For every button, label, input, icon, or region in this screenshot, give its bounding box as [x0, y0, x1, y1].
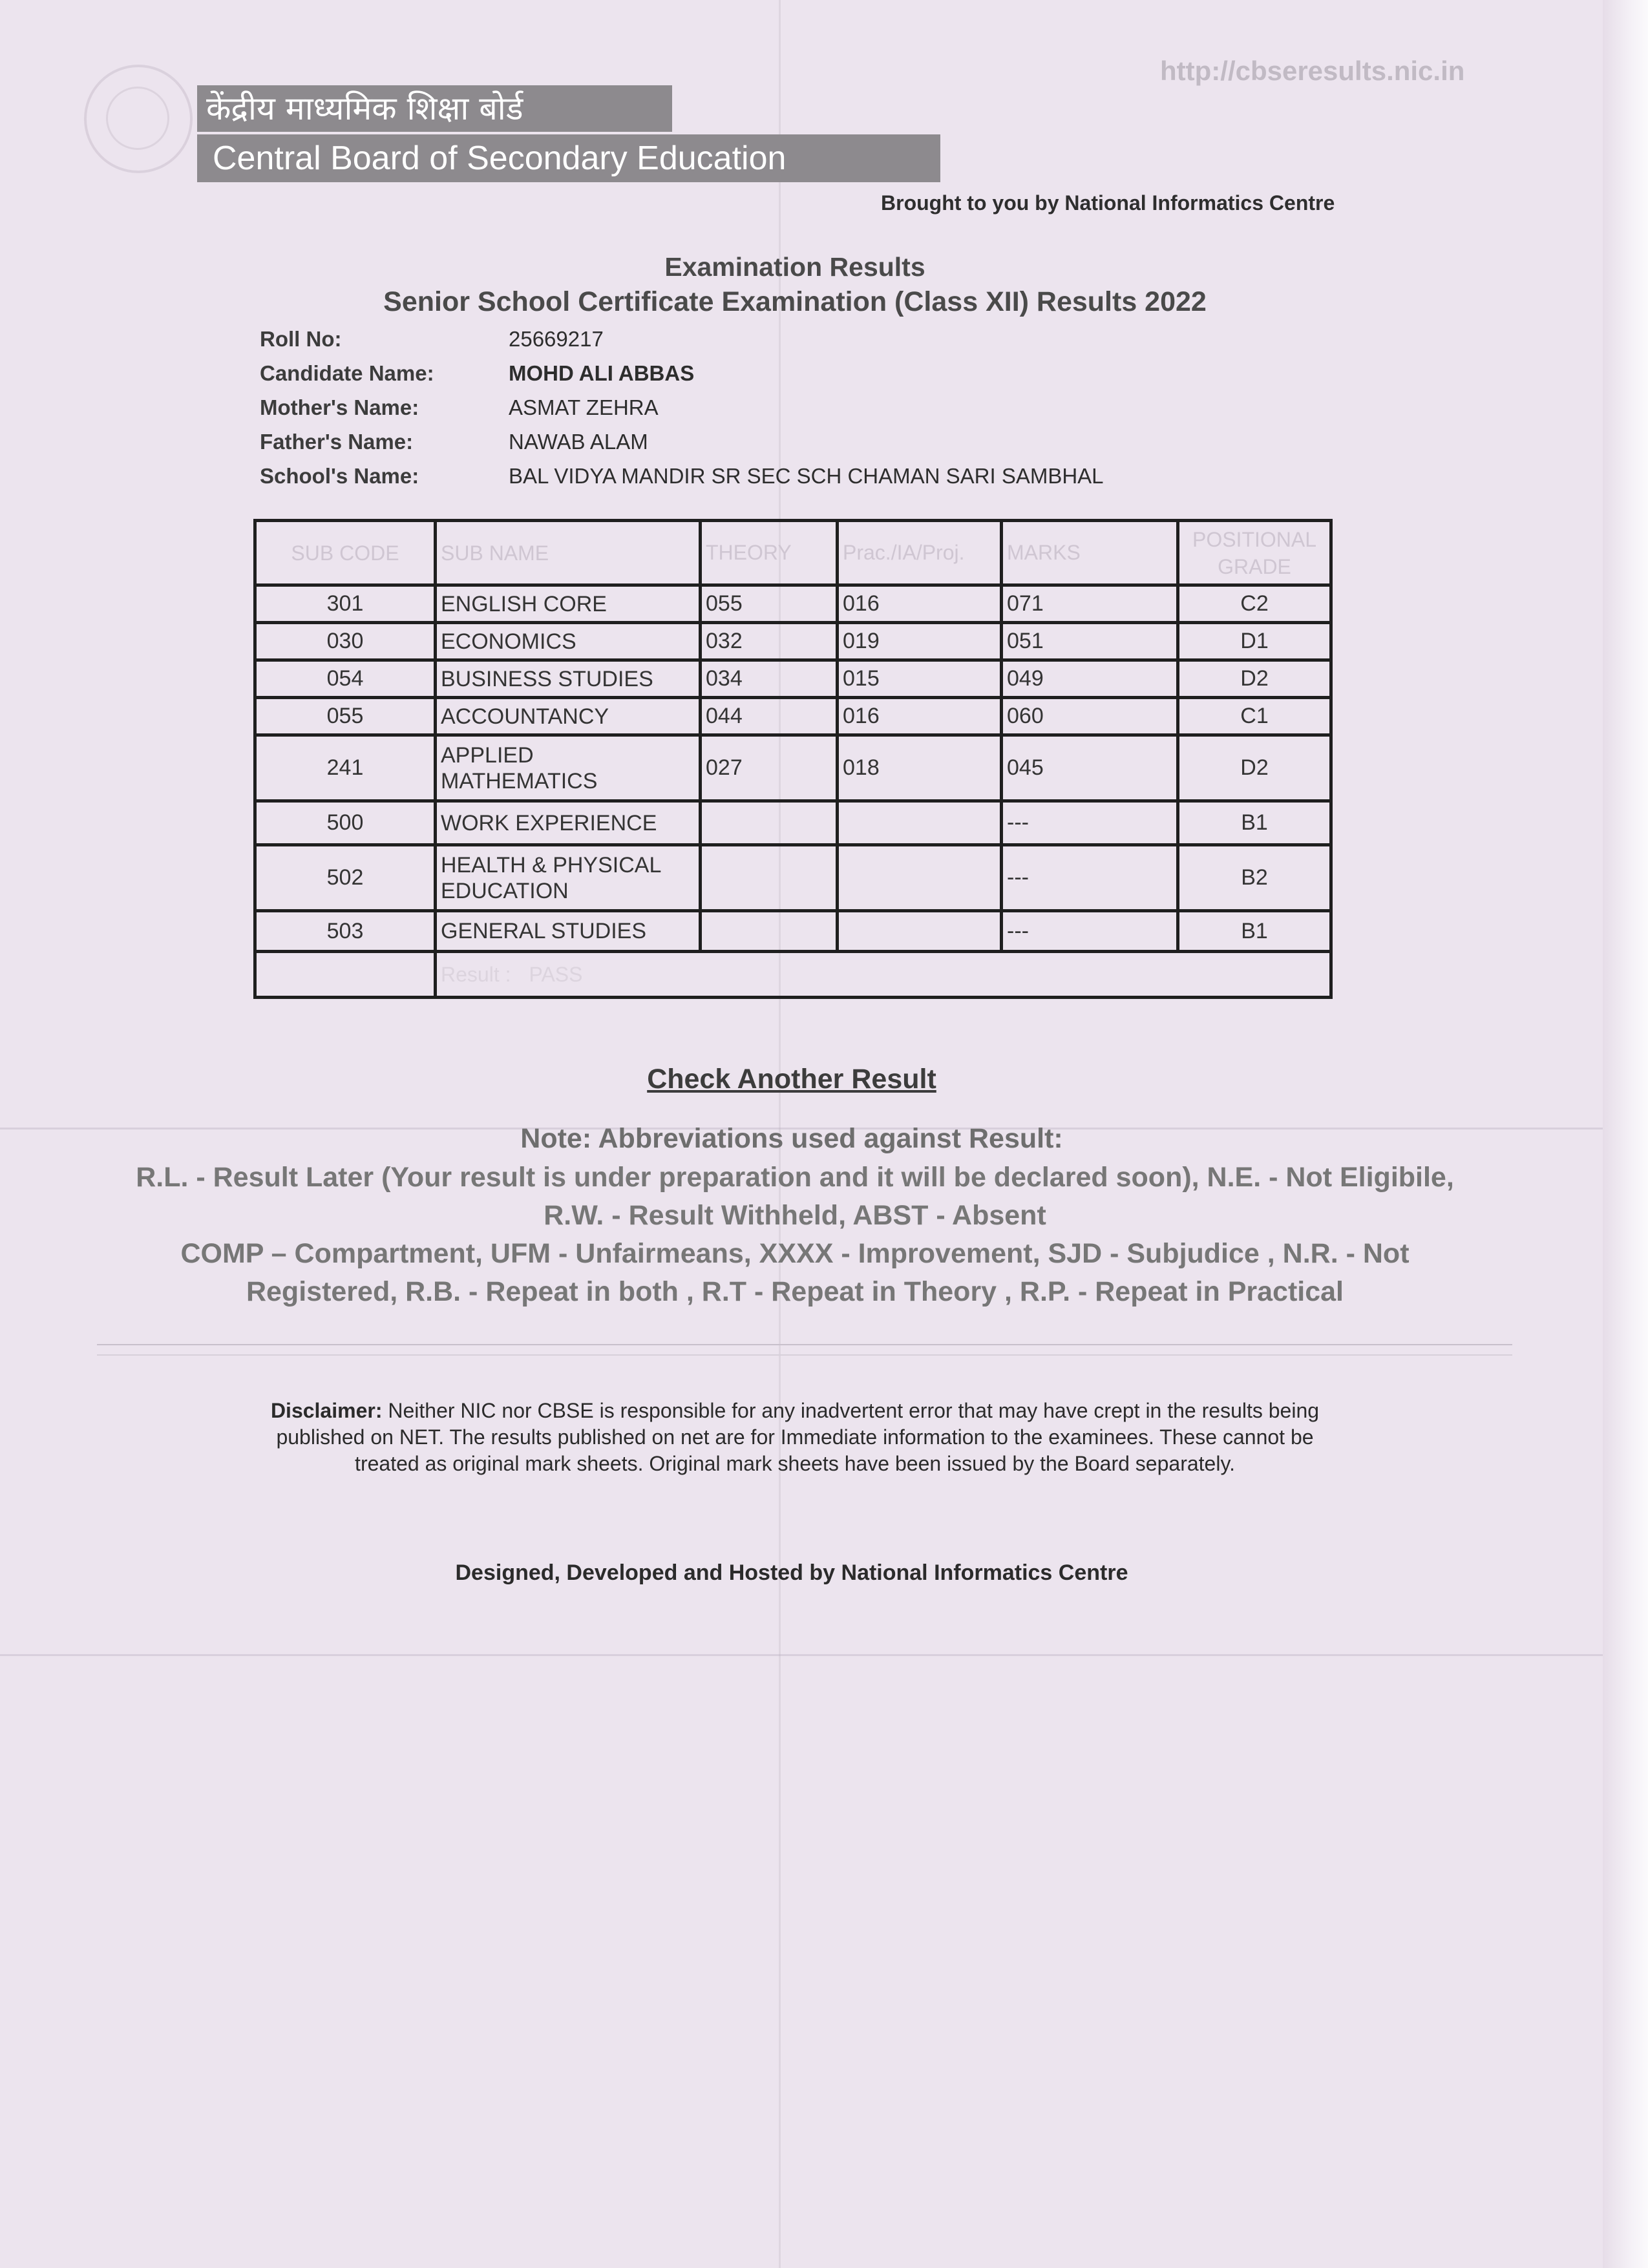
marks-cell: --- [1002, 911, 1178, 952]
theory-cell [701, 801, 838, 845]
note-line: Registered, R.B. - Repeat in both , R.T - Repeat in Theory , R.P. - Repeat in Practical [246, 1276, 1344, 1307]
theory-cell [701, 911, 838, 952]
table-header-row [255, 521, 1331, 585]
mother-name-label: Mother's Name: [260, 395, 419, 419]
sub-code-cell: 301 [255, 585, 436, 623]
result-label: Result : [441, 962, 511, 986]
designed-by-text: Designed, Developed and Hosted by National Informatics Centre [455, 1560, 1128, 1585]
table-row [255, 698, 1331, 735]
marks-cell: --- [1002, 845, 1178, 911]
site-url[interactable]: http://cbseresults.nic.in [1160, 56, 1465, 86]
disclaimer-label: Disclaimer: [270, 1399, 383, 1422]
header-sub-code: SUB CODE [255, 521, 436, 585]
sub-code-cell: 055 [255, 698, 436, 735]
note-body [84, 1159, 1506, 1311]
practical-cell [838, 911, 1002, 952]
result-value: PASS [529, 962, 583, 986]
sub-code-cell: 503 [255, 911, 436, 952]
marks-cell: 045 [1002, 735, 1178, 801]
roll-number-label: Roll No: [260, 327, 342, 351]
note-line: R.W. - Result Withheld, ABST - Absent [544, 1200, 1046, 1231]
grade-cell: B1 [1178, 911, 1331, 952]
practical-cell: 019 [838, 623, 1002, 660]
divider [97, 1354, 1512, 1356]
grade-cell: D2 [1178, 735, 1331, 801]
grade-cell: D1 [1178, 623, 1331, 660]
candidate-name-label: Candidate Name: [260, 361, 434, 385]
cbse-seal-icon [84, 65, 193, 173]
sub-name-cell: ENGLISH CORE [436, 585, 701, 623]
marks-cell: 060 [1002, 698, 1178, 735]
theory-cell: 027 [701, 735, 838, 801]
table-row [255, 623, 1331, 660]
sub-code-cell: 500 [255, 801, 436, 845]
table-row [255, 660, 1331, 698]
brought-by-text: Brought to you by National Informatics Centre [881, 191, 1335, 215]
theory-cell: 044 [701, 698, 838, 735]
school-name-label: School's Name: [260, 464, 419, 488]
marks-table [253, 519, 1333, 999]
table-row [255, 911, 1331, 952]
sub-name-cell: ECONOMICS [436, 623, 701, 660]
note-title: Note: Abbreviations used against Result: [520, 1123, 1063, 1154]
roll-number-value: 25669217 [509, 327, 604, 351]
theory-cell: 055 [701, 585, 838, 623]
check-another-result-link[interactable]: Check Another Result [647, 1064, 936, 1095]
divider [97, 1344, 1512, 1345]
practical-cell: 016 [838, 585, 1002, 623]
sub-name-cell: BUSINESS STUDIES [436, 660, 701, 698]
theory-cell: 032 [701, 623, 838, 660]
sub-code-cell: 502 [255, 845, 436, 911]
note-line: R.L. - Result Later (Your result is under preparation and it will be declared soon), N.E. - Not Eligibile, [136, 1162, 1454, 1193]
practical-cell [838, 801, 1002, 845]
father-name-value: NAWAB ALAM [509, 430, 648, 454]
result-cell [436, 952, 1331, 998]
paper-edge [1603, 0, 1648, 2268]
marks-cell: 071 [1002, 585, 1178, 623]
grade-cell: D2 [1178, 660, 1331, 698]
marks-cell: --- [1002, 801, 1178, 845]
practical-cell: 015 [838, 660, 1002, 698]
sub-name-cell: HEALTH & PHYSICAL EDUCATION [436, 845, 701, 911]
result-empty-cell [255, 952, 436, 998]
sub-name-cell: GENERAL STUDIES [436, 911, 701, 952]
sub-name-cell: ACCOUNTANCY [436, 698, 701, 735]
header-grade-line1: POSITIONAL [1192, 527, 1317, 551]
paper-fold [0, 1654, 1603, 1656]
mother-name-value: ASMAT ZEHRA [509, 395, 659, 419]
disclaimer [246, 1398, 1344, 1477]
practical-cell: 016 [838, 698, 1002, 735]
school-name-value: BAL VIDYA MANDIR SR SEC SCH CHAMAN SARI SAMBHAL [509, 464, 1104, 488]
header-theory: THEORY [701, 521, 838, 585]
sub-code-cell: 054 [255, 660, 436, 698]
disclaimer-text: Neither NIC nor CBSE is responsible for any inadvertent error that may have crept in the results being published on NET. The results published on net are for Immediate information to the examinees. These cannot be treated as original mark sheets. Original mark sheets have been issued by the Board separately. [276, 1399, 1320, 1475]
sub-code-cell: 030 [255, 623, 436, 660]
marks-cell: 049 [1002, 660, 1178, 698]
header-sub-name: SUB NAME [436, 521, 701, 585]
exam-title: Senior School Certificate Examination (Class XII) Results 2022 [383, 286, 1207, 317]
sub-code-cell: 241 [255, 735, 436, 801]
practical-cell: 018 [838, 735, 1002, 801]
theory-cell: 034 [701, 660, 838, 698]
table-row [255, 845, 1331, 911]
candidate-name-value: MOHD ALI ABBAS [509, 361, 695, 385]
marks-cell: 051 [1002, 623, 1178, 660]
board-name-english: Central Board of Secondary Education [197, 134, 940, 182]
header-grade-line2: GRADE [1218, 554, 1291, 578]
table-row [255, 585, 1331, 623]
table-row [255, 735, 1331, 801]
grade-cell: B2 [1178, 845, 1331, 911]
grade-cell: B1 [1178, 801, 1331, 845]
header-practical: Prac./IA/Proj. [838, 521, 1002, 585]
sub-name-cell: WORK EXPERIENCE [436, 801, 701, 845]
header-marks: MARKS [1002, 521, 1178, 585]
board-name-hindi: केंद्रीय माध्यमिक शिक्षा बोर्ड [197, 85, 672, 132]
father-name-label: Father's Name: [260, 430, 414, 454]
practical-cell [838, 845, 1002, 911]
grade-cell: C2 [1178, 585, 1331, 623]
header-positional-grade [1178, 521, 1331, 585]
note-line: COMP – Compartment, UFM - Unfairmeans, XXXX - Improvement, SJD - Subjudice , N.R. - Not [180, 1238, 1410, 1269]
result-row [255, 952, 1331, 998]
table-row [255, 801, 1331, 845]
theory-cell [701, 845, 838, 911]
grade-cell: C1 [1178, 698, 1331, 735]
page-title: Examination Results [664, 252, 925, 282]
sub-name-cell: APPLIED MATHEMATICS [436, 735, 701, 801]
